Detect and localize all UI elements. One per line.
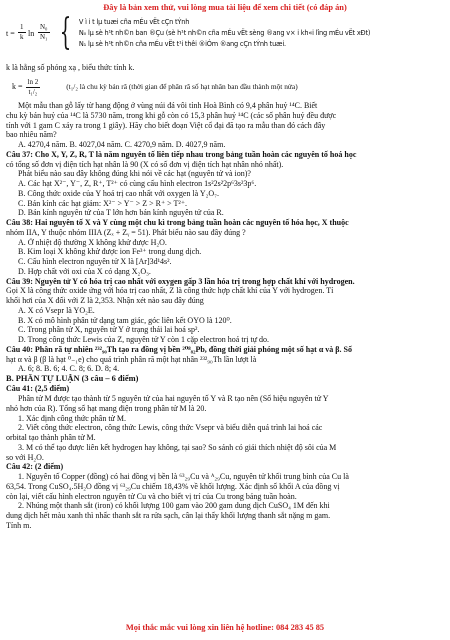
text-line: nhỏ hơn của R). Tổng số hạt mang điện trong phân tử M là 20. (6, 403, 207, 413)
k-note: (t₁/₂ là chu kỳ bán rã (thời gian để phân rã số hạt nhân ban đầu thành một nửa) (66, 82, 298, 92)
text-line: Câu 42: (2 điểm) (6, 462, 64, 472)
text-line: C. Bán kính các hạt giảm: X²⁻ > Y⁻ > Z > R⁺ > T²⁺. (18, 198, 188, 208)
document-page (0, 3, 450, 640)
text-line: Câu 37: Cho X, Y, Z, R, T là năm nguyên tố liên tiếp nhau trong bảng tuần hoàn các nguyên tố hoá học (6, 149, 357, 159)
text-line: A. Ở nhiệt độ thường X không khử được H₂O. (18, 237, 167, 247)
k-formula (6, 76, 444, 98)
text-line: Câu 38: Hai nguyên tố X và Y cùng một chu kì trong bảng tuần hoàn các nguyên tố hóa học, X thuộc (6, 218, 349, 227)
text-line: tính với 1 gam C xảy ra trong 1 giây). Hãy cho biết đoạn Việt cổ đại đã tạo ra mẫu than đó cách đây (6, 120, 326, 130)
ratio-fraction (38, 23, 50, 41)
top-banner: Đây là bản xem thử, vui lòng mua tài liệu để xem chi tiết (có đáp án) (103, 3, 347, 12)
k-fraction (26, 78, 41, 96)
text-line: hạt α và β (β là hạt ⁰₋₁e) cho quá trình phân rã một hạt nhân ²³²₉₀Th lần lượt là (6, 354, 257, 364)
k-intro: k là hằng số phóng xạ , biểu thức tính k. (6, 63, 135, 73)
formula-lhs (6, 15, 58, 55)
text-line: Một mẫu than gỗ lấy từ hang động ở vùng núi đá vôi tỉnh Hoà Bình có 9,4 phân huỷ ¹⁴C. Biết (18, 101, 318, 110)
text-line: dung dịch hết màu xanh thì nhấc thanh sắt ra rửa sạch, cân lại thấy khối lượng thanh sắt nặng m gam. (6, 511, 331, 520)
brace-symbol: { (59, 12, 72, 54)
age-formula (6, 12, 444, 63)
definition-line: N₁ lµ sè h¹t nh©n cña mÉu vËt t¹i thêi ®iÓm ®ang cÇn tÝnh tuæi. (78, 40, 286, 49)
k-num: ln 2 (27, 77, 39, 86)
text-line: A. 6; 8. B. 6; 4. C. 8; 6. D. 8; 4. (18, 364, 120, 374)
exam-body (6, 101, 444, 531)
text-line: B. Kim loại X không khử được ion Fe³⁺ trong dung dịch. (18, 247, 202, 257)
n0-label: N₀ (40, 23, 48, 32)
text-line: có tổng số đơn vị điện tích hạt nhân là 90 (X có số đơn vị điện tích hạt nhân nhỏ nhất). (6, 159, 284, 169)
definition-line: V ì i t lµ tuæi cña mÉu vËt cÇn tÝnh (78, 18, 190, 27)
text-line: A. Các hạt X²⁻, Y⁻, Z, R⁺, T²⁺ có cùng cấu hình electron 1s²2s²2p⁶3s²3p⁶. (18, 179, 257, 188)
definition-line: N₀ lµ sè h¹t nh©n ban ®Çu (sè h¹t nh©n cña mÉu vËt sèng ®ang v× i kh«i lîng mÉu vËt xÐt) (78, 29, 371, 38)
text-line: Câu 41: (2,5 điểm) (6, 384, 70, 394)
text-line: so với H₂O. (6, 452, 44, 462)
k-den: t₁/₂ (28, 87, 38, 96)
text-line: orbital tạo thành phân tử M. (6, 433, 96, 442)
text-line: Phát biểu nào sau đây không đúng khi nói về các hạt (nguyên tử và ion)? (18, 169, 251, 179)
text-line: nhóm IIA, Y thuộc nhóm IIIA (Zₓ + Zᵧ = 51). Phát biểu nào sau đây đúng ? (6, 227, 246, 237)
text-line: bao nhiêu năm? (6, 130, 57, 140)
text-line: Tính m. (6, 520, 32, 530)
text-line: Câu 40: Phân rã tự nhiên ²³²₉₀Th tạo ra đồng vị bền ²⁰⁸₈₂Pb, đồng thời giải phóng một số hạt α và β. Số (6, 344, 352, 354)
text-line: 1. Nguyên tố Copper (đồng) có hai đồng vị bền là ⁶³₂₉Cu và ᴬ₂₉Cu, nguyên tử khối trung bình của Cu là (18, 472, 349, 481)
text-line: 2. Viết công thức electron, công thức Lewis, công thức Vsepr và biểu diễn quá trình lai hoá các (18, 423, 323, 433)
text-line: C. Trong phân tử X, nguyên tử Y ở trạng thái lai hoá sp². (18, 325, 200, 335)
nt-label: N₁ (40, 32, 48, 41)
text-line: D. Trong công thức Lewis của Z, nguyên tử Y còn 1 cặp electron hoá trị tự do. (18, 335, 270, 344)
text-line: A. X có Vsepr là YO₂E. (18, 305, 95, 315)
coef-num: 1 (20, 23, 24, 32)
text-line: 3. M có thể tạo được liên kết hydrogen hay không, tại sao? So sánh có giải thích nhiệt độ sôi của M (18, 442, 337, 452)
text-line: 2. Nhúng một thanh sắt (iron) có khối lượng 100 gam vào 200 gam dung dịch CuSO₄ 1M đến khi (18, 501, 330, 511)
text-line: 1. Xác định công thức phân tử M. (18, 413, 126, 423)
text-line: B. X có mô hình phân tử dạng tam giác, góc liên kết OYO là 120⁰. (18, 315, 232, 325)
formula-definitions (79, 17, 370, 50)
text-line: D. Bán kính nguyên tử của T lớn hơn bán kính nguyên tử của R. (18, 208, 224, 218)
ln-label: ln (28, 29, 35, 39)
text-line: chu kỳ bán huỷ của ¹⁴C là 5730 năm, trong khi gỗ còn có 15,3 phân huỷ ¹⁴C (các số phân huỷ đều được (6, 110, 337, 120)
text-line: D. Hợp chất với oxi của X có dạng X₂O₃. (18, 266, 151, 276)
text-line: B. PHẦN TỰ LUẬN (3 câu – 6 điểm) (6, 374, 139, 383)
text-line: Gọi X là công thức oxide ứng với hóa trị cao nhất, Z là công thức hợp chất khí của Y với hydrogen. Tỉ (6, 286, 334, 296)
coef-fraction (18, 23, 26, 41)
text-line: Câu 39: Nguyên tử Y có hóa trị cao nhất với oxygen gấp 3 lần hóa trị trong hợp chất khí với hydrogen. (6, 276, 355, 286)
coef-den: k (20, 32, 24, 41)
text-line: B. Công thức oxide của Y hoá trị cao nhất với oxygen là Y₂O₇. (18, 188, 219, 198)
text-line: A. 4270,4 năm. B. 4027,04 năm. C. 4270,9 năm. D. 4027,9 năm. (18, 140, 226, 149)
t-equals: t = (6, 29, 15, 39)
text-line: khối hơi của X đối với Z là 2,353. Nhận xét nào sau đây đúng (6, 296, 204, 305)
bottom-banner: Mọi thắc mắc vui lòng xin liên hệ hotline: 084 283 45 85 (125, 622, 325, 632)
text-line: C. Cấu hình electron nguyên tử X là [Ar]3d¹4s². (18, 257, 172, 266)
text-line: Phân tử M được tạo thành từ 5 nguyên tử của hai nguyên tố Y và R tạo nên (Số hiệu nguyên tử Y (18, 394, 329, 403)
text-line: 63,54. Trong CuSO₄.5H₂O đồng vị ⁶³₂₉Cu chiếm 18,43% về khối lượng. Xác định số khối A của đồng vị (6, 481, 340, 491)
k-equals: k = (12, 82, 23, 92)
text-line: còn lại, viết cấu hình electron nguyên tử Cu và cho biết vị trí của Cu trong bảng tuần hoàn. (6, 491, 297, 501)
